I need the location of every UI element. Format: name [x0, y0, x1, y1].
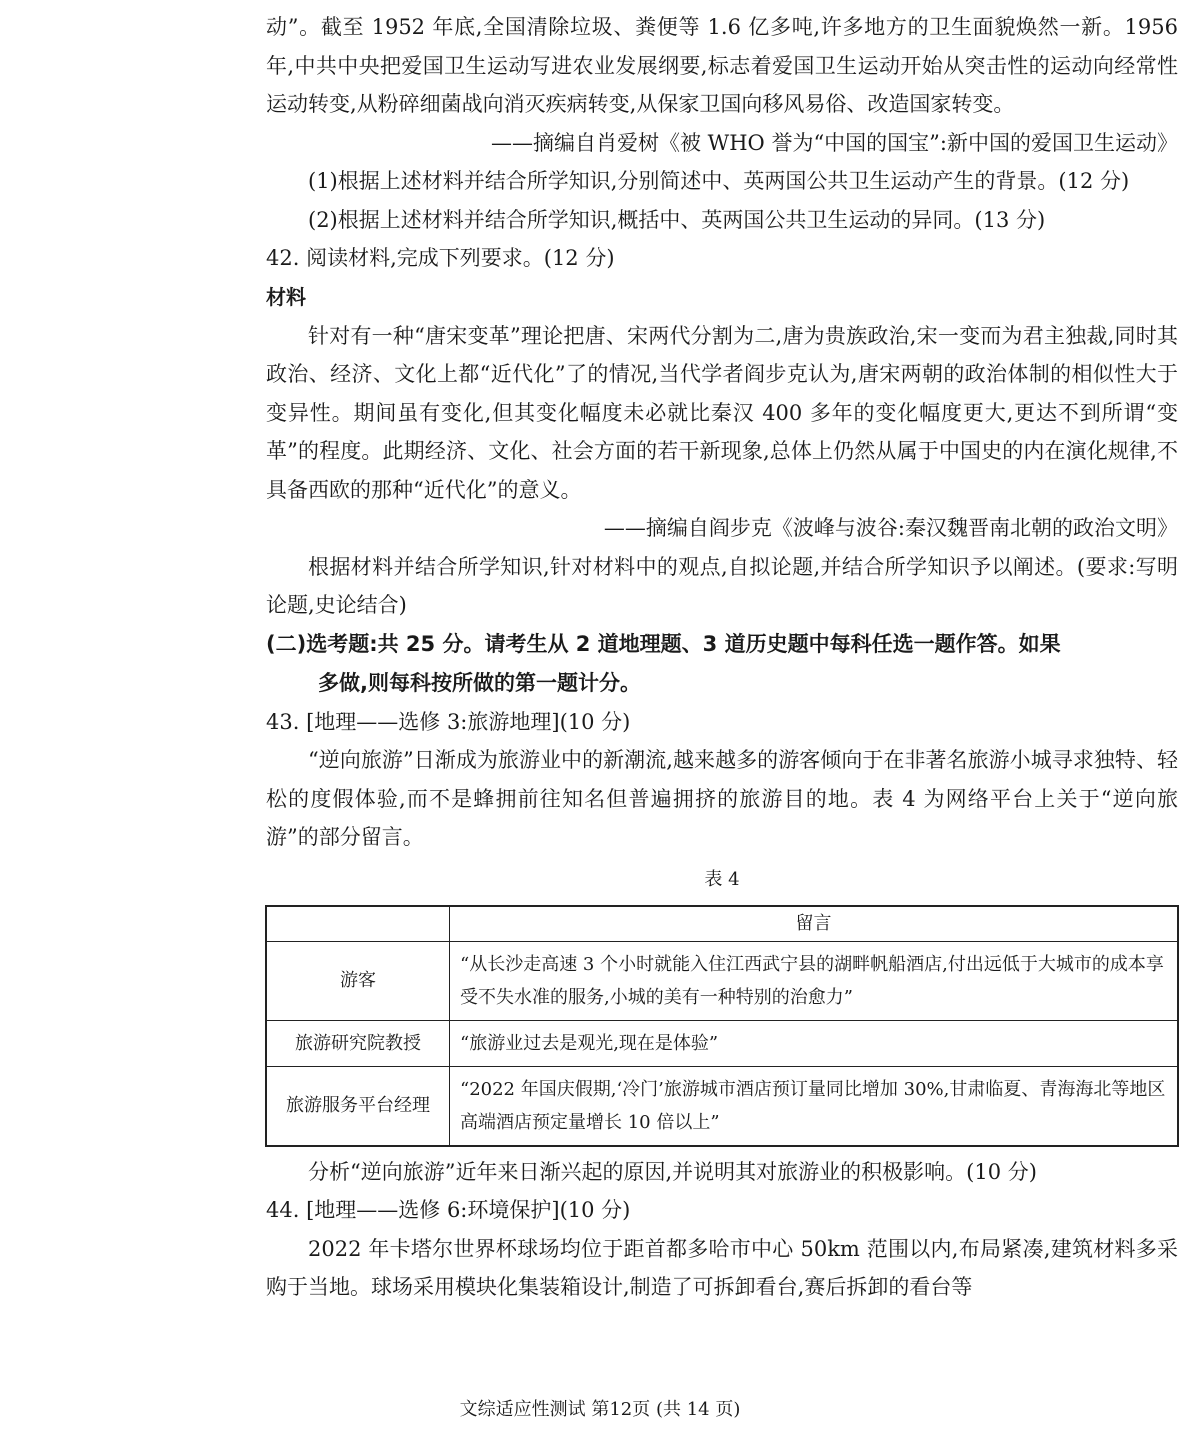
table-row [266, 1066, 1178, 1146]
question-41-part-2: (2)根据上述材料并结合所学知识,概括中、英两国公共卫生运动的异同。(13 分) [308, 207, 1046, 232]
table-cell-who: 游客 [266, 941, 450, 1020]
table-cell-message: “2022 年国庆假期,‘冷门’旅游城市酒店预订量同比增加 30%,甘肃临夏、青海海北等地区高端酒店预定量增长 10 倍以上” [450, 1066, 1179, 1146]
question-43-text: “逆向旅游”日渐成为旅游业中的新潮流,越来越多的游客倾向于在非著名旅游小城寻求独特、轻松的度假体验,而不是蜂拥前往知名但普遍拥挤的旅游目的地。表 4 为网络平台上关于“逆向旅游”的部分留言。 [266, 748, 1178, 849]
material-source-1: ——摘编自肖爱树《被 WHO 誉为“中国的国宝”:新中国的爱国卫生运动》 [490, 130, 1178, 155]
question-44-title: 44. [地理——选修 6:环境保护](10 分) [266, 1198, 631, 1222]
table-cell-who: 旅游研究院教授 [266, 1020, 450, 1066]
question-41-part-1: (1)根据上述材料并结合所学知识,分别简述中、英两国公共卫生运动产生的背景。(12 分) [308, 169, 1130, 193]
section-2-heading-line-1: (二)选考题:共 25 分。请考生从 2 道地理题、3 道历史题中每科任选一题作答。如果 [266, 631, 1061, 656]
question-42-prompt: 根据材料并结合所学知识,针对材料中的观点,自拟论题,并结合所学知识予以阐述。(要求:写明论题,史论结合) [266, 554, 1178, 617]
section-2-heading-line-2: 多做,则每科按所做的第一题计分。 [318, 670, 641, 695]
question-42-source: ——摘编自阎步克《波峰与波谷:秦汉魏晋南北朝的政治文明》 [603, 516, 1178, 540]
question-43-title: 43. [地理——选修 3:旅游地理](10 分) [266, 709, 631, 734]
table-cell-message: “旅游业过去是观光,现在是体验” [450, 1020, 1179, 1066]
question-42-title: 42. 阅读材料,完成下列要求。(12 分) [266, 246, 615, 270]
exam-page-content [266, 8, 1178, 1307]
table-header-row [266, 906, 1178, 942]
question-44-text: 2022 年卡塔尔世界杯球场均位于距首都多哈市中心 50km 范围以内,布局紧凑,建筑材料多采购于当地。球场采用模块化集装箱设计,制造了可拆卸看台,赛后拆卸的看台等 [266, 1236, 1178, 1299]
table-header-cell-2: 留言 [450, 906, 1179, 942]
table-cell-message: “从长沙走高速 3 个小时就能入住江西武宁县的湖畔帆船酒店,付出远低于大城市的成本享受不失水准的服务,小城的美有一种特别的治愈力” [450, 941, 1179, 1020]
table-header-cell-1 [266, 906, 450, 942]
question-42-material: 针对有一种“唐宋变革”理论把唐、宋两代分割为二,唐为贵族政治,宋一变而为君主独裁,同时其政治、经济、文化上都“近代化”了的情况,当代学者阎步克认为,唐宋两朝的政治体制的相似性大于变异性。期间虽有变化,但其变化幅度未必就比秦汉 400 多年的变化幅度更大,更达不到所谓“变革”的程度。此期经济、文化、社会方面的若干新现象,总体上仍然从属于中国史的内在演化规律,不具备西欧的那种“近代化”的意义。 [266, 323, 1178, 502]
table-row [266, 1020, 1178, 1066]
question-43-prompt: 分析“逆向旅游”近年来日渐兴起的原因,并说明其对旅游业的积极影响。(10 分) [308, 1159, 1037, 1184]
table-4 [265, 905, 1179, 1147]
table-caption: 表 4 [704, 868, 740, 890]
table-cell-who: 旅游服务平台经理 [266, 1066, 450, 1146]
material-paragraph-1: 动”。截至 1952 年底,全国清除垃圾、粪便等 1.6 亿多吨,许多地方的卫生面貌焕然一新。1956 年,中共中央把爱国卫生运动写进农业发展纲要,标志着爱国卫生运动开始从突击性的运动向经常性运动转变,从粉碎细菌战向消灭疾病转变,从保家卫国向移风易俗、改造国家转变。 [266, 15, 1178, 116]
table-row [266, 941, 1178, 1020]
page-footer: 文综适应性测试 第12页 (共 14 页) [459, 1399, 741, 1420]
question-42-material-label: 材料 [266, 284, 306, 309]
